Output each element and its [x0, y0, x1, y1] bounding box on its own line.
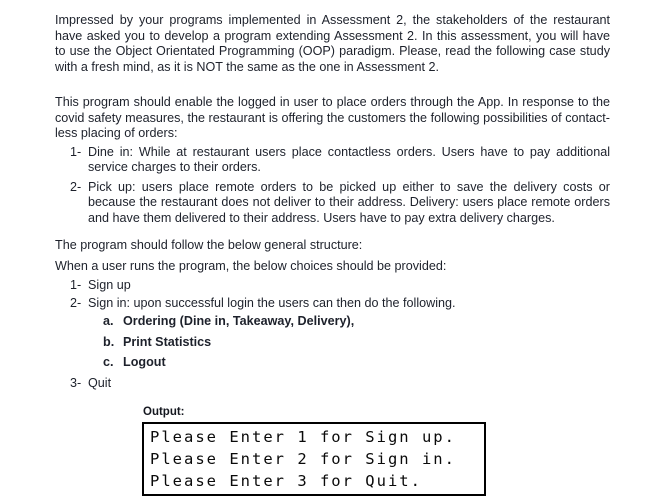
sub-item-text: Print Statistics: [123, 334, 212, 349]
main-choices-list: [55, 278, 610, 391]
intro-paragraph: Impressed by your programs implemented in Assessment 2, the stakeholders of the restaurant have asked you to develop a program extending Assessment 2. In this assessment, you will have to use the Object Orientated Programming (OOP) paradigm. Please, read the following case study with a fresh mind, as it is NOT the same as the one in Assessment 2.: [55, 13, 610, 74]
choice-sign-up: [55, 278, 610, 294]
sign-in-sub-list: [55, 314, 610, 371]
choice-quit: [55, 376, 610, 392]
choice-sign-in: [55, 296, 610, 312]
sub-item-text: Ordering (Dine in, Takeaway, Delivery),: [123, 314, 355, 328]
list-item-text: Sign in: upon successful login the users can then do the following.: [88, 295, 456, 310]
output-section: [142, 405, 610, 496]
console-line-quit: Please Enter 3 for Quit.: [150, 472, 422, 490]
list-item-text: Sign up: [88, 278, 131, 292]
list-item-text: Dine in: While at restaurant users place contactless orders. Users have to pay additional service charges to their orders.: [88, 144, 610, 174]
sub-item-logout: [55, 355, 610, 371]
console-output-box: [142, 422, 486, 496]
order-options-list: [55, 145, 610, 227]
sub-item-text: Logout: [123, 355, 166, 369]
list-item-text: Pick up: users place remote orders to be picked up either to save the delivery costs or because the restaurant does not deliver to their address. Delivery: users place remote orders and have them delivered to their address. Users have to pay extra delivery charges.: [88, 179, 610, 225]
sub-list-marker: c.: [103, 355, 114, 369]
choices-intro-line: When a user runs the program, the below choices should be provided:: [55, 258, 447, 273]
list-marker: 2-: [70, 295, 82, 310]
output-label: Output:: [143, 406, 185, 418]
list-item-dine-in: [55, 145, 610, 176]
list-marker: 1-: [70, 278, 82, 292]
list-marker: 1-: [70, 144, 82, 159]
console-line-sign-in: Please Enter 2 for Sign in.: [150, 450, 456, 468]
structure-intro-line: The program should follow the below general structure:: [55, 238, 363, 252]
sub-list-marker: a.: [103, 314, 114, 328]
list-marker: 3-: [70, 375, 82, 390]
program-description-paragraph: This program should enable the logged in user to place orders through the App. In response to the covid safety measures, the restaurant is offering the customers the following possibilities of contact-less placing of orders:: [55, 95, 610, 140]
list-item-pick-up: [55, 180, 610, 227]
sub-item-ordering: [55, 314, 610, 330]
sub-list-marker: b.: [103, 334, 115, 349]
console-line-sign-up: Please Enter 1 for Sign up.: [150, 428, 456, 446]
list-item-text: Quit: [88, 375, 112, 390]
list-marker: 2-: [70, 179, 82, 194]
sub-item-print-statistics: [55, 335, 610, 351]
